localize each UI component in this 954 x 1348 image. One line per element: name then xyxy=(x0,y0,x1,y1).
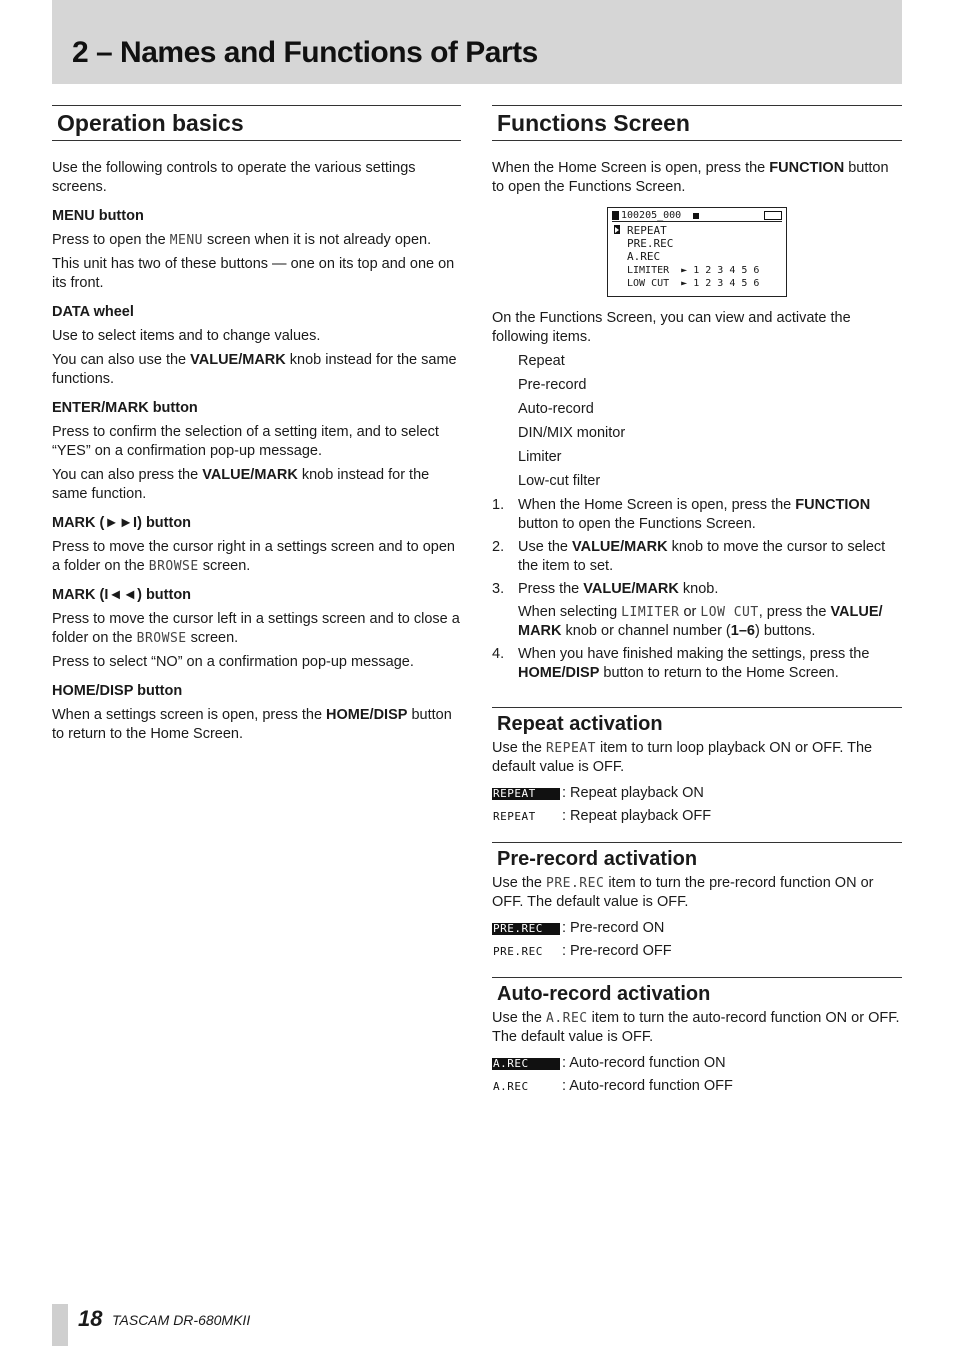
function-items-list xyxy=(492,352,902,496)
chapter-title: 2 – Names and Functions of Parts xyxy=(72,36,538,69)
screen-row-repeat: REPEAT xyxy=(627,224,667,237)
term-home-disp-button: HOME/DISP button xyxy=(52,683,183,699)
step-3: 3. Press the VALUE/MARK knob. xyxy=(492,581,719,597)
steps-list xyxy=(492,496,902,683)
term-mark-next-button: MARK (►►I) button xyxy=(52,515,192,531)
screen-row-prerec: PRE.REC xyxy=(627,237,674,250)
prerec-on-legend: PRE.REC : Pre-record ON xyxy=(493,920,665,936)
prerec-desc: Use the PRE.REC item to turn the pre-record function ON or OFF. The default value is OFF. xyxy=(492,875,874,910)
functions-screen-figure xyxy=(607,207,787,297)
autorec-on-legend: A.REC : Auto-record function ON xyxy=(493,1055,726,1071)
repeat-off-legend: REPEAT : Repeat playback OFF xyxy=(493,808,712,824)
repeat-desc: Use the REPEAT item to turn loop playback ON or OFF. The default value is OFF. xyxy=(492,740,873,775)
section-heading-operation-basics: Operation basics xyxy=(52,105,461,141)
list-item: Repeat xyxy=(518,353,565,369)
term-mark-prev-button: MARK (I◄◄) button xyxy=(52,587,192,603)
term-data-wheel: DATA wheel xyxy=(52,304,134,320)
autorec-desc: Use the A.REC item to turn the auto-record function ON or OFF. The default value is OFF. xyxy=(492,1010,900,1045)
mark-prev-desc-2: Press to select “NO” on a confirmation pop-up message. xyxy=(52,654,414,670)
prerec-off-legend: PRE.REC : Pre-record OFF xyxy=(493,943,672,959)
left-column xyxy=(52,105,461,749)
mark-prev-desc-1: Press to move the cursor left in a settings screen and to close a folder on the BROWSE screen. xyxy=(52,611,460,646)
step-3-note: When selecting LIMITER or LOW CUT, press the VALUE/ MARK knob or channel number (1–6) buttons. xyxy=(518,604,883,639)
skip-forward-icon: (►►I) xyxy=(95,515,146,531)
autorec-off-legend: A.REC : Auto-record function OFF xyxy=(493,1078,733,1094)
page-number: 18 xyxy=(78,1306,103,1331)
step-2: 2. Use the VALUE/MARK knob to move the cursor to select the item to set. xyxy=(492,539,886,574)
enter-desc-1: Press to confirm the selection of a setting item, and to select “YES” on a confirmation pop-up message. xyxy=(52,424,439,459)
term-enter-mark-button: ENTER/MARK button xyxy=(52,400,198,416)
step-4: 4. When you have finished making the settings, press the HOME/DISP button to return to the Home Screen. xyxy=(492,646,870,681)
lcd-menu-label: MENU xyxy=(169,233,203,248)
cursor-icon xyxy=(614,225,620,234)
screen-row-arec: A.REC xyxy=(627,250,661,263)
prerec-on-indicator: PRE.REC xyxy=(492,923,560,935)
autorec-on-indicator: A.REC xyxy=(492,1058,560,1070)
footer-tab xyxy=(52,1304,68,1346)
menu-desc-1: Press to open the MENU screen when it is not already open. xyxy=(52,232,432,248)
functions-intro: When the Home Screen is open, press the FUNCTION button to open the Functions Screen. xyxy=(492,160,889,195)
right-column xyxy=(492,105,902,1098)
data-desc-1: Use to select items and to change values. xyxy=(52,328,321,344)
data-desc-2: You can also use the VALUE/MARK knob instead for the same functions. xyxy=(52,352,457,387)
screen-top-bar: 100205_000 xyxy=(612,210,782,222)
repeat-on-legend: REPEAT : Repeat playback ON xyxy=(493,785,704,801)
home-desc: When a settings screen is open, press the HOME/DISP button to return to the Home Screen. xyxy=(52,707,452,742)
skip-back-icon: (I◄◄) xyxy=(95,587,146,603)
intro-text: Use the following controls to operate the various settings screens. xyxy=(52,160,416,195)
section-heading-functions-screen: Functions Screen xyxy=(492,105,902,141)
list-item: Auto-record xyxy=(518,401,594,417)
list-item: Limiter xyxy=(518,449,562,465)
subsection-heading-autorec: Auto-record activation xyxy=(492,977,902,1012)
term-menu-button: MENU button xyxy=(52,208,144,224)
after-screen-text: On the Functions Screen, you can view and activate the following items. xyxy=(492,310,851,345)
repeat-on-indicator: REPEAT xyxy=(492,788,560,800)
prerec-off-indicator: PRE.REC xyxy=(493,944,543,958)
repeat-off-indicator: REPEAT xyxy=(493,809,536,823)
enter-desc-2: You can also press the VALUE/MARK knob instead for the same function. xyxy=(52,467,430,502)
list-item: DIN/MIX monitor xyxy=(518,425,626,441)
track-icon xyxy=(612,211,619,220)
screen-row-lowcut: LOW CUT ► 1 2 3 4 5 6 xyxy=(627,278,760,289)
chapter-banner xyxy=(52,0,902,84)
subsection-heading-repeat: Repeat activation xyxy=(492,707,902,742)
footer-model: TASCAM DR-680MKII xyxy=(112,1312,251,1328)
list-item: Low-cut filter xyxy=(518,473,601,489)
autorec-off-indicator: A.REC xyxy=(493,1079,529,1093)
screen-row-limiter: LIMITER ► 1 2 3 4 5 6 xyxy=(627,265,760,276)
subsection-heading-prerec: Pre-record activation xyxy=(492,842,902,877)
stop-icon xyxy=(693,213,699,219)
menu-desc-2: This unit has two of these buttons — one on its top and one on its front. xyxy=(52,256,455,291)
step-1: 1. When the Home Screen is open, press the FUNCTION button to open the Functions Screen. xyxy=(492,497,871,532)
list-item: Pre-record xyxy=(518,377,587,393)
battery-icon xyxy=(764,211,782,220)
mark-next-desc: Press to move the cursor right in a settings screen and to open a folder on the BROWSE screen. xyxy=(52,539,455,574)
